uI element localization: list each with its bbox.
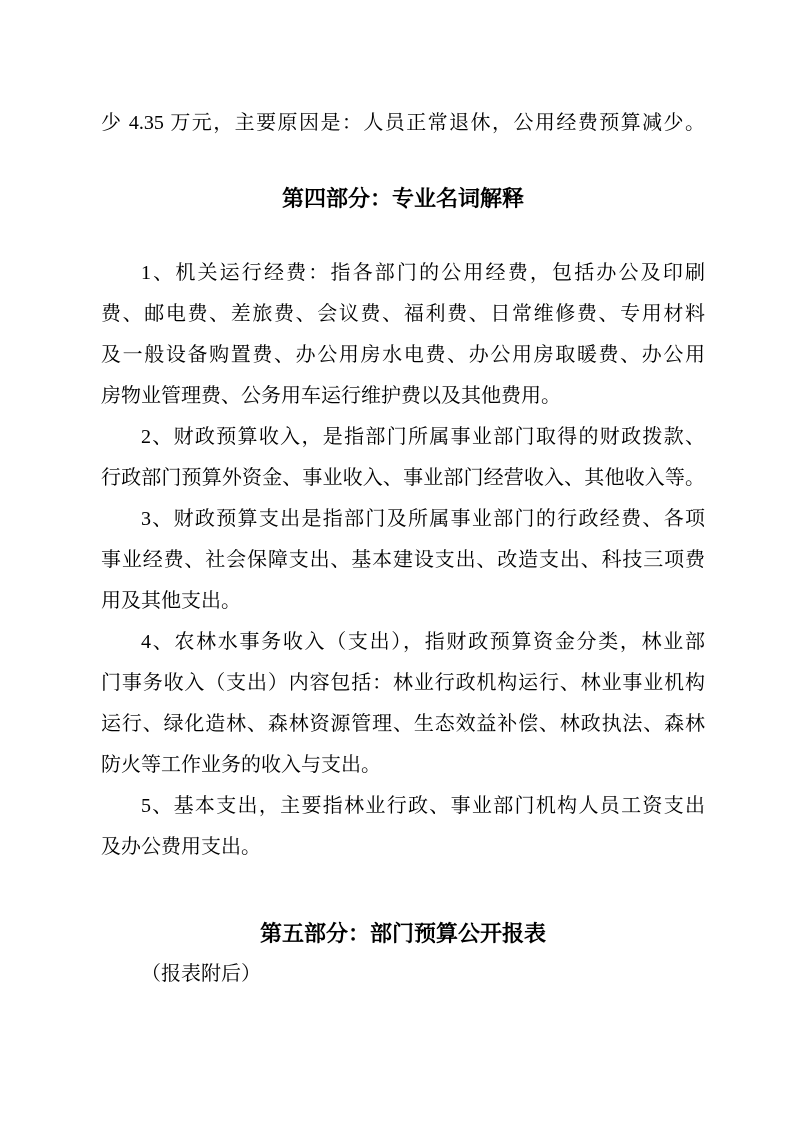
paragraph-line: 费、邮电费、差旅费、会议费、福利费、日常维修费、专用材料 bbox=[101, 303, 705, 325]
paragraph-term-5 bbox=[101, 786, 705, 868]
paragraph-term-3 bbox=[101, 499, 705, 622]
intro-continuation-line: 少 4.35 万元，主要原因是：人员正常退休，公用经费预算减少。 bbox=[101, 112, 705, 134]
paragraph-line: 行政部门预算外资金、事业收入、事业部门经营收入、其他收入等。 bbox=[101, 467, 705, 489]
section5-heading: 第五部分：部门预算公开报表 bbox=[259, 921, 546, 946]
paragraph-line: 4、农林水事务收入（支出），指财政预算资金分类，林业部 bbox=[141, 631, 705, 653]
paragraph-line: 1、机关运行经费：指各部门的公用经费，包括办公及印刷 bbox=[141, 262, 705, 284]
paragraph-line: 2、财政预算收入，是指部门所属事业部门取得的财政拨款、 bbox=[141, 426, 705, 448]
paragraph-line: 门事务收入（支出）内容包括：林业行政机构运行、林业事业机构 bbox=[101, 672, 705, 694]
paragraph-line: 防火等工作业务的收入与支出。 bbox=[101, 754, 381, 776]
appendix-note-line: （报表附后） bbox=[141, 963, 261, 985]
paragraph-line: 及办公费用支出。 bbox=[101, 836, 261, 858]
paragraph-line: 3、财政预算支出是指部门及所属事业部门的行政经费、各项 bbox=[141, 508, 705, 530]
paragraph-term-1 bbox=[101, 253, 705, 417]
paragraph-term-2 bbox=[101, 417, 705, 499]
paragraph-line: 运行、绿化造林、森林资源管理、生态效益补偿、林政执法、森林 bbox=[101, 713, 705, 735]
paragraph-line: 及一般设备购置费、办公用房水电费、办公用房取暖费、办公用 bbox=[101, 344, 705, 366]
paragraph-line: 房物业管理费、公务用车运行维护费以及其他费用。 bbox=[101, 385, 561, 407]
paragraph-line: 5、基本支出，主要指林业行政、事业部门机构人员工资支出 bbox=[141, 795, 705, 817]
section4-heading: 第四部分：专业名词解释 bbox=[281, 186, 524, 211]
paragraph-term-4 bbox=[101, 622, 705, 786]
paragraph-line: 事业经费、社会保障支出、基本建设支出、改造支出、科技三项费 bbox=[101, 549, 705, 571]
paragraph-line: 用及其他支出。 bbox=[101, 590, 241, 612]
